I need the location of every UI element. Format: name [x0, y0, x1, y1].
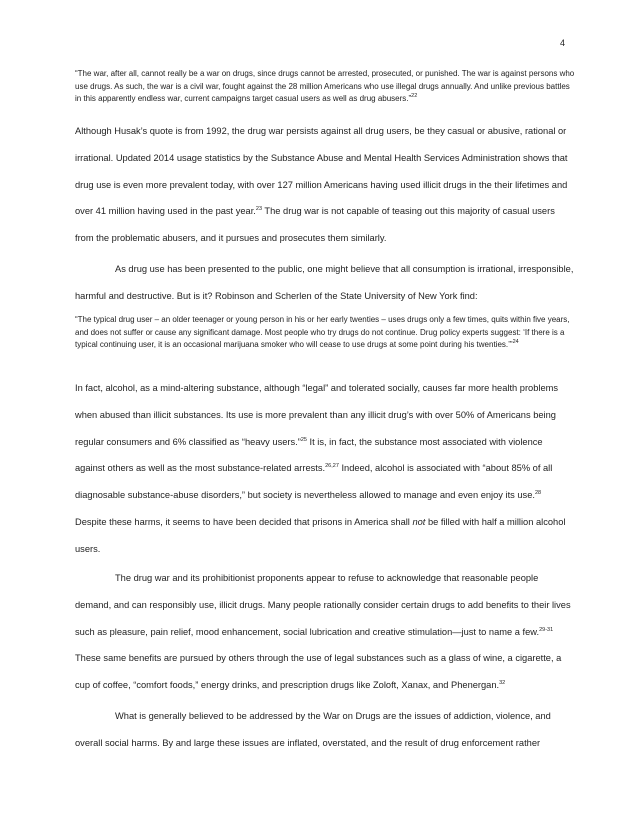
- paragraph-text-b: It is, in fact, the substance most associated with violence against others as well as the most substance-related arrests.: [75, 436, 543, 474]
- footnote-ref: 24: [512, 339, 519, 345]
- quote-text: [75, 314, 575, 352]
- paragraph-text: [75, 118, 575, 252]
- footnote-ref: 26,27: [325, 463, 339, 470]
- block-quote-husak: [75, 68, 575, 106]
- paragraph-text-d: Despite these harms, it seems to have been decided that prisons in America shall: [75, 516, 413, 527]
- paragraph-text: As drug use has been presented to the public, one might believe that all consumption is irrational, irresponsible, harmful and destructive. But is it? Robinson and Scherlen of the State University of New York find:: [75, 264, 574, 301]
- block-quote-robinson: [75, 314, 575, 352]
- footnote-ref: 23: [255, 206, 263, 213]
- footnote-ref: 32: [499, 680, 506, 687]
- paragraph-text-e: be filled with half a million alcohol users.: [75, 516, 566, 554]
- paragraph-text-b: The drug war is not capable of teasing out this majority of casual users from the problematic abusers, and it pursues and prosecutes them similarly.: [75, 206, 555, 244]
- footnote-ref: 22: [411, 93, 418, 99]
- quote-text: [75, 68, 575, 106]
- footnote-ref: 29-31: [539, 626, 554, 633]
- paragraph-text: [75, 375, 575, 563]
- paragraph-drug-benefits: [75, 565, 575, 699]
- paragraph-text-b: These same benefits are pursued by others through the use of legal substances such as a glass of wine, a cigarette, a cup of coffee, “comfort foods,” energy drinks, and prescription drugs like Zoloft, Xanax, and Phenergan.: [75, 653, 562, 691]
- paragraph-alcohol: [75, 375, 575, 563]
- quote-body: “The war, after all, cannot really be a war on drugs, since drugs cannot be arrested, prosecuted, or punished. The war is against persons who use drugs. As such, the war is a civil war, fought against the 28 million Americans who use illegal drugs annually. And unlike previous battles in this apparently endless war, current campaigns target casual users as well as drug abusers.”: [75, 69, 575, 103]
- paragraph-war-on-drugs-issues: [75, 703, 575, 757]
- paragraph-husak-context: [75, 118, 575, 252]
- emphasis: not: [412, 516, 426, 527]
- paragraph-text: What is generally believed to be addressed by the War on Drugs are the issues of addiction, violence, and overall social harms. By and large these issues are inflated, overstated, and the result of drug enforcement rather: [75, 711, 551, 748]
- paragraph-text: [75, 565, 575, 699]
- page-number: 4: [560, 38, 566, 48]
- paragraph-text-a: The drug war and its prohibitionist proponents appear to refuse to acknowledge that reasonable people demand, and can responsibly use, illicit drugs. Many people rationally consider certain drugs to add benefits to their lives such as pleasure, pain relief, mood enhancement, social lubrication and creative stimulation—just to name a few.: [75, 573, 571, 637]
- paragraph-text-a: In fact, alcohol, as a mind-altering substance, although “legal” and tolerated socially, causes far more health problems when abused than illicit substances. Its use is more prevalent than any illicit drug’s with over 50% of Americans being regular consumers and 6% classified as “heavy users.”: [75, 383, 559, 447]
- paragraph-robinson-intro: [75, 256, 575, 310]
- paragraph-text-a: Although Husak’s quote is from 1992, the drug war persists against all drug users, be they casual or abusive, rational or irrational. Updated 2014 usage statistics by the Substance Abuse and Mental Health Services Administration shows that drug use is even more prevalent today, with over 127 million Americans having used illicit drugs in the their lifetimes and over 41 million having used in the past year.: [75, 126, 568, 217]
- paragraph-text-c: Indeed, alcohol is associated with “about 85% of all diagnosable substance-abuse disorders,” but society is nevertheless allowed to manage and even enjoy its use.: [75, 463, 553, 501]
- footnote-ref: 25: [300, 436, 307, 443]
- quote-body: “The typical drug user – an older teenager or young person in his or her early twenties – uses drugs only a few times, quits within five years, and does not suffer or cause any significant damage. Most people who try drugs do not continue. Drug policy experts suggest: ‘If there is a typical continuing user, it is an occasional marijuana smoker who will cease to use drugs at some point during his twenties.’”: [75, 315, 570, 349]
- footnote-ref: 28: [534, 490, 542, 497]
